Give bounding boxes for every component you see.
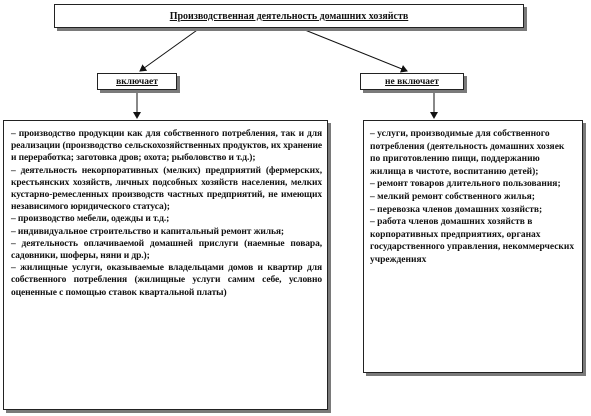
excludes-item: – перевозка членов домашних хозяйств;: [370, 204, 543, 215]
includes-item: – производство мебели, одежды и т.д.;: [11, 214, 170, 225]
arrow-title-to-excludes: [300, 28, 407, 71]
includes-box: [97, 73, 177, 90]
includes-list-box: [3, 120, 328, 410]
excludes-item: – работа членов домашних хозяйств в корпоративных предприятиях, органах государственного управления, некоммерческих учреждениях: [370, 217, 575, 265]
excludes-label: не включает: [385, 76, 439, 87]
excludes-list: [370, 128, 576, 267]
includes-item: – деятельность оплачиваемой домашней прислуги (наемные повара, садовники, шоферы, няни и др.);: [11, 238, 322, 262]
includes-item: – деятельность некорпоративных (мелких) предприятий (фермерских, крестьянских хозяйств, личных подсобных хозяйств населения, мелких кустарно-ремесленных производств частных предприятий, не имеющих независимого юридического статуса);: [11, 165, 322, 213]
includes-item: – жилищные услуги, оказываемые владельцами домов и квартир для собственного потребления (жилищные услуги самим себе, условно оцененные с помощью ставок квартальной платы): [11, 263, 322, 298]
excludes-item: – мелкий ремонт собственного жилья;: [370, 191, 535, 202]
includes-label: включает: [116, 76, 158, 87]
diagram-title-box: [54, 4, 524, 28]
excludes-box: [360, 73, 464, 90]
arrow-title-to-includes: [140, 28, 200, 71]
diagram-title: Производственная деятельность домашних хозяйств: [169, 10, 409, 22]
includes-item: – индивидуальное строительство и капитальный ремонт жилья;: [11, 226, 284, 237]
excludes-item: – ремонт товаров длительного пользования;: [370, 179, 561, 190]
includes-item: – производство продукции как для собственного потребления, так и для реализации (производство сельскохозяйственных продуктов, их хранение и переработка; заготовка дров; охота; рыболовство и т.д.);: [11, 129, 322, 164]
excludes-list-box: [363, 120, 583, 373]
excludes-item: – услуги, производимые для собственного потребления (деятельность домашних хозяек по приготовлению пищи, поддержанию жилища в чистоте, воспитанию детей);: [370, 129, 565, 177]
includes-list: [11, 128, 322, 299]
